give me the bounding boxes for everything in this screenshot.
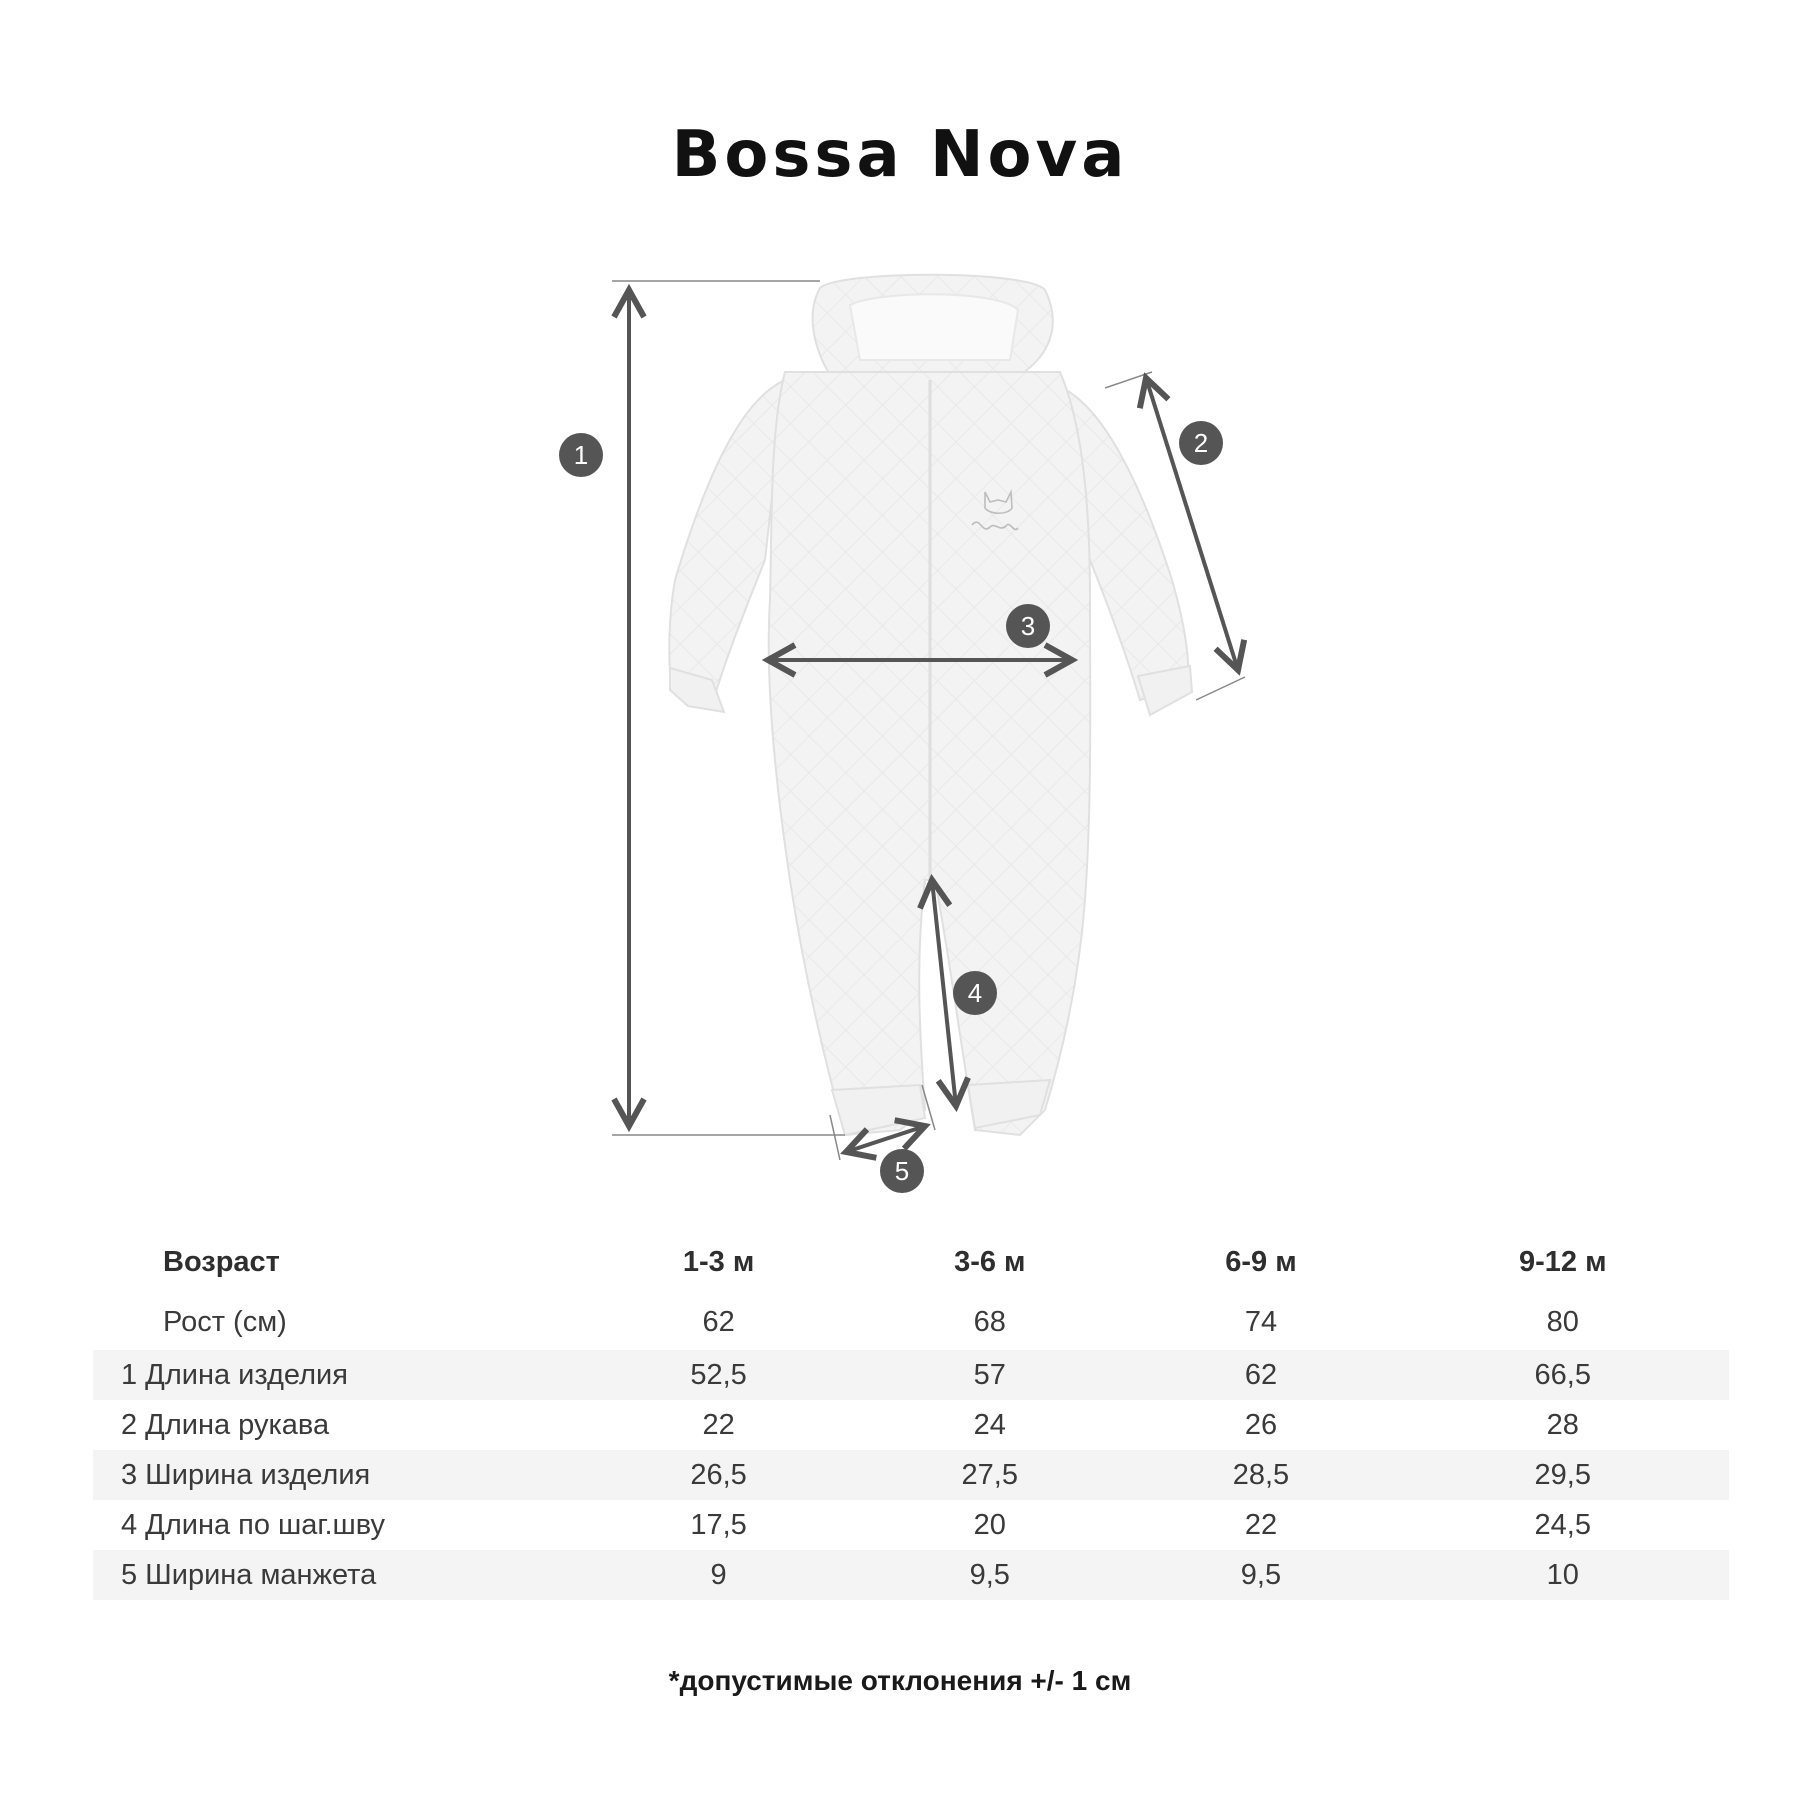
row-label: 3 Ширина изделия — [93, 1450, 583, 1500]
badge-3 — [1006, 604, 1050, 648]
table-cell: 68 — [973, 1305, 1006, 1338]
table-row — [93, 1400, 1729, 1450]
svg-text:2: 2 — [1193, 428, 1209, 458]
table-cell: 52,5 — [583, 1350, 854, 1400]
table-cell: 26 — [1244, 1408, 1278, 1441]
badge-1 — [559, 433, 603, 477]
table-cell: 66,5 — [1397, 1350, 1729, 1400]
table-cell: 20 — [973, 1508, 1006, 1541]
header-cell: 6-9 м — [1225, 1245, 1297, 1278]
jumpsuit-illustration — [669, 275, 1192, 1135]
svg-text:3: 3 — [1020, 611, 1036, 641]
table-cell: 29,5 — [1397, 1450, 1729, 1500]
table-row — [93, 1550, 1729, 1600]
header-cell: 3-6 м — [954, 1245, 1026, 1278]
table-row — [93, 1350, 1729, 1400]
table-cell: 28,5 — [1125, 1450, 1396, 1500]
brand-title: Bossa Nova — [671, 118, 1129, 192]
row-label: 2 Длина рукава — [121, 1408, 330, 1441]
row-label: 1 Длина изделия — [93, 1350, 583, 1400]
table-row — [93, 1450, 1729, 1500]
table-cell: 9,5 — [1125, 1550, 1396, 1600]
table-cell: 24 — [973, 1408, 1006, 1441]
table-cell: 24,5 — [1534, 1508, 1591, 1541]
svg-text:4: 4 — [967, 978, 983, 1008]
size-table — [93, 1230, 1729, 1600]
table-cell: 10 — [1397, 1550, 1729, 1600]
svg-text:5: 5 — [894, 1156, 910, 1186]
table-cell: 74 — [1244, 1305, 1278, 1338]
row-label: 4 Длина по шаг.шву — [121, 1508, 386, 1541]
table-cell: 62 — [702, 1305, 735, 1338]
table-cell: 22 — [1244, 1508, 1278, 1541]
table-cell: 80 — [1546, 1305, 1579, 1338]
table-cell: 22 — [702, 1408, 735, 1441]
table-row-height — [93, 1294, 1729, 1350]
svg-text:1: 1 — [573, 440, 589, 470]
badge-5 — [880, 1149, 924, 1193]
table-header-row — [93, 1230, 1729, 1294]
table-cell: 62 — [1125, 1350, 1396, 1400]
badge-2 — [1179, 421, 1223, 465]
table-cell: 17,5 — [690, 1508, 747, 1541]
table-cell: 26,5 — [583, 1450, 854, 1500]
table-cell: 57 — [854, 1350, 1125, 1400]
badge-4 — [953, 971, 997, 1015]
table-row — [93, 1500, 1729, 1550]
header-cell: 1-3 м — [682, 1245, 755, 1278]
table-cell: 27,5 — [854, 1450, 1125, 1500]
table-cell: 28 — [1546, 1408, 1579, 1441]
table-cell: 9,5 — [854, 1550, 1125, 1600]
table-cell: 9 — [583, 1550, 854, 1600]
header-label: Возраст — [163, 1245, 280, 1278]
row-label: Рост (см) — [163, 1305, 287, 1338]
tolerance-note: *допустимые отклонения +/- 1 см — [668, 1665, 1132, 1696]
header-cell: 9-12 м — [1519, 1245, 1607, 1278]
row-label: 5 Ширина манжета — [93, 1550, 583, 1600]
